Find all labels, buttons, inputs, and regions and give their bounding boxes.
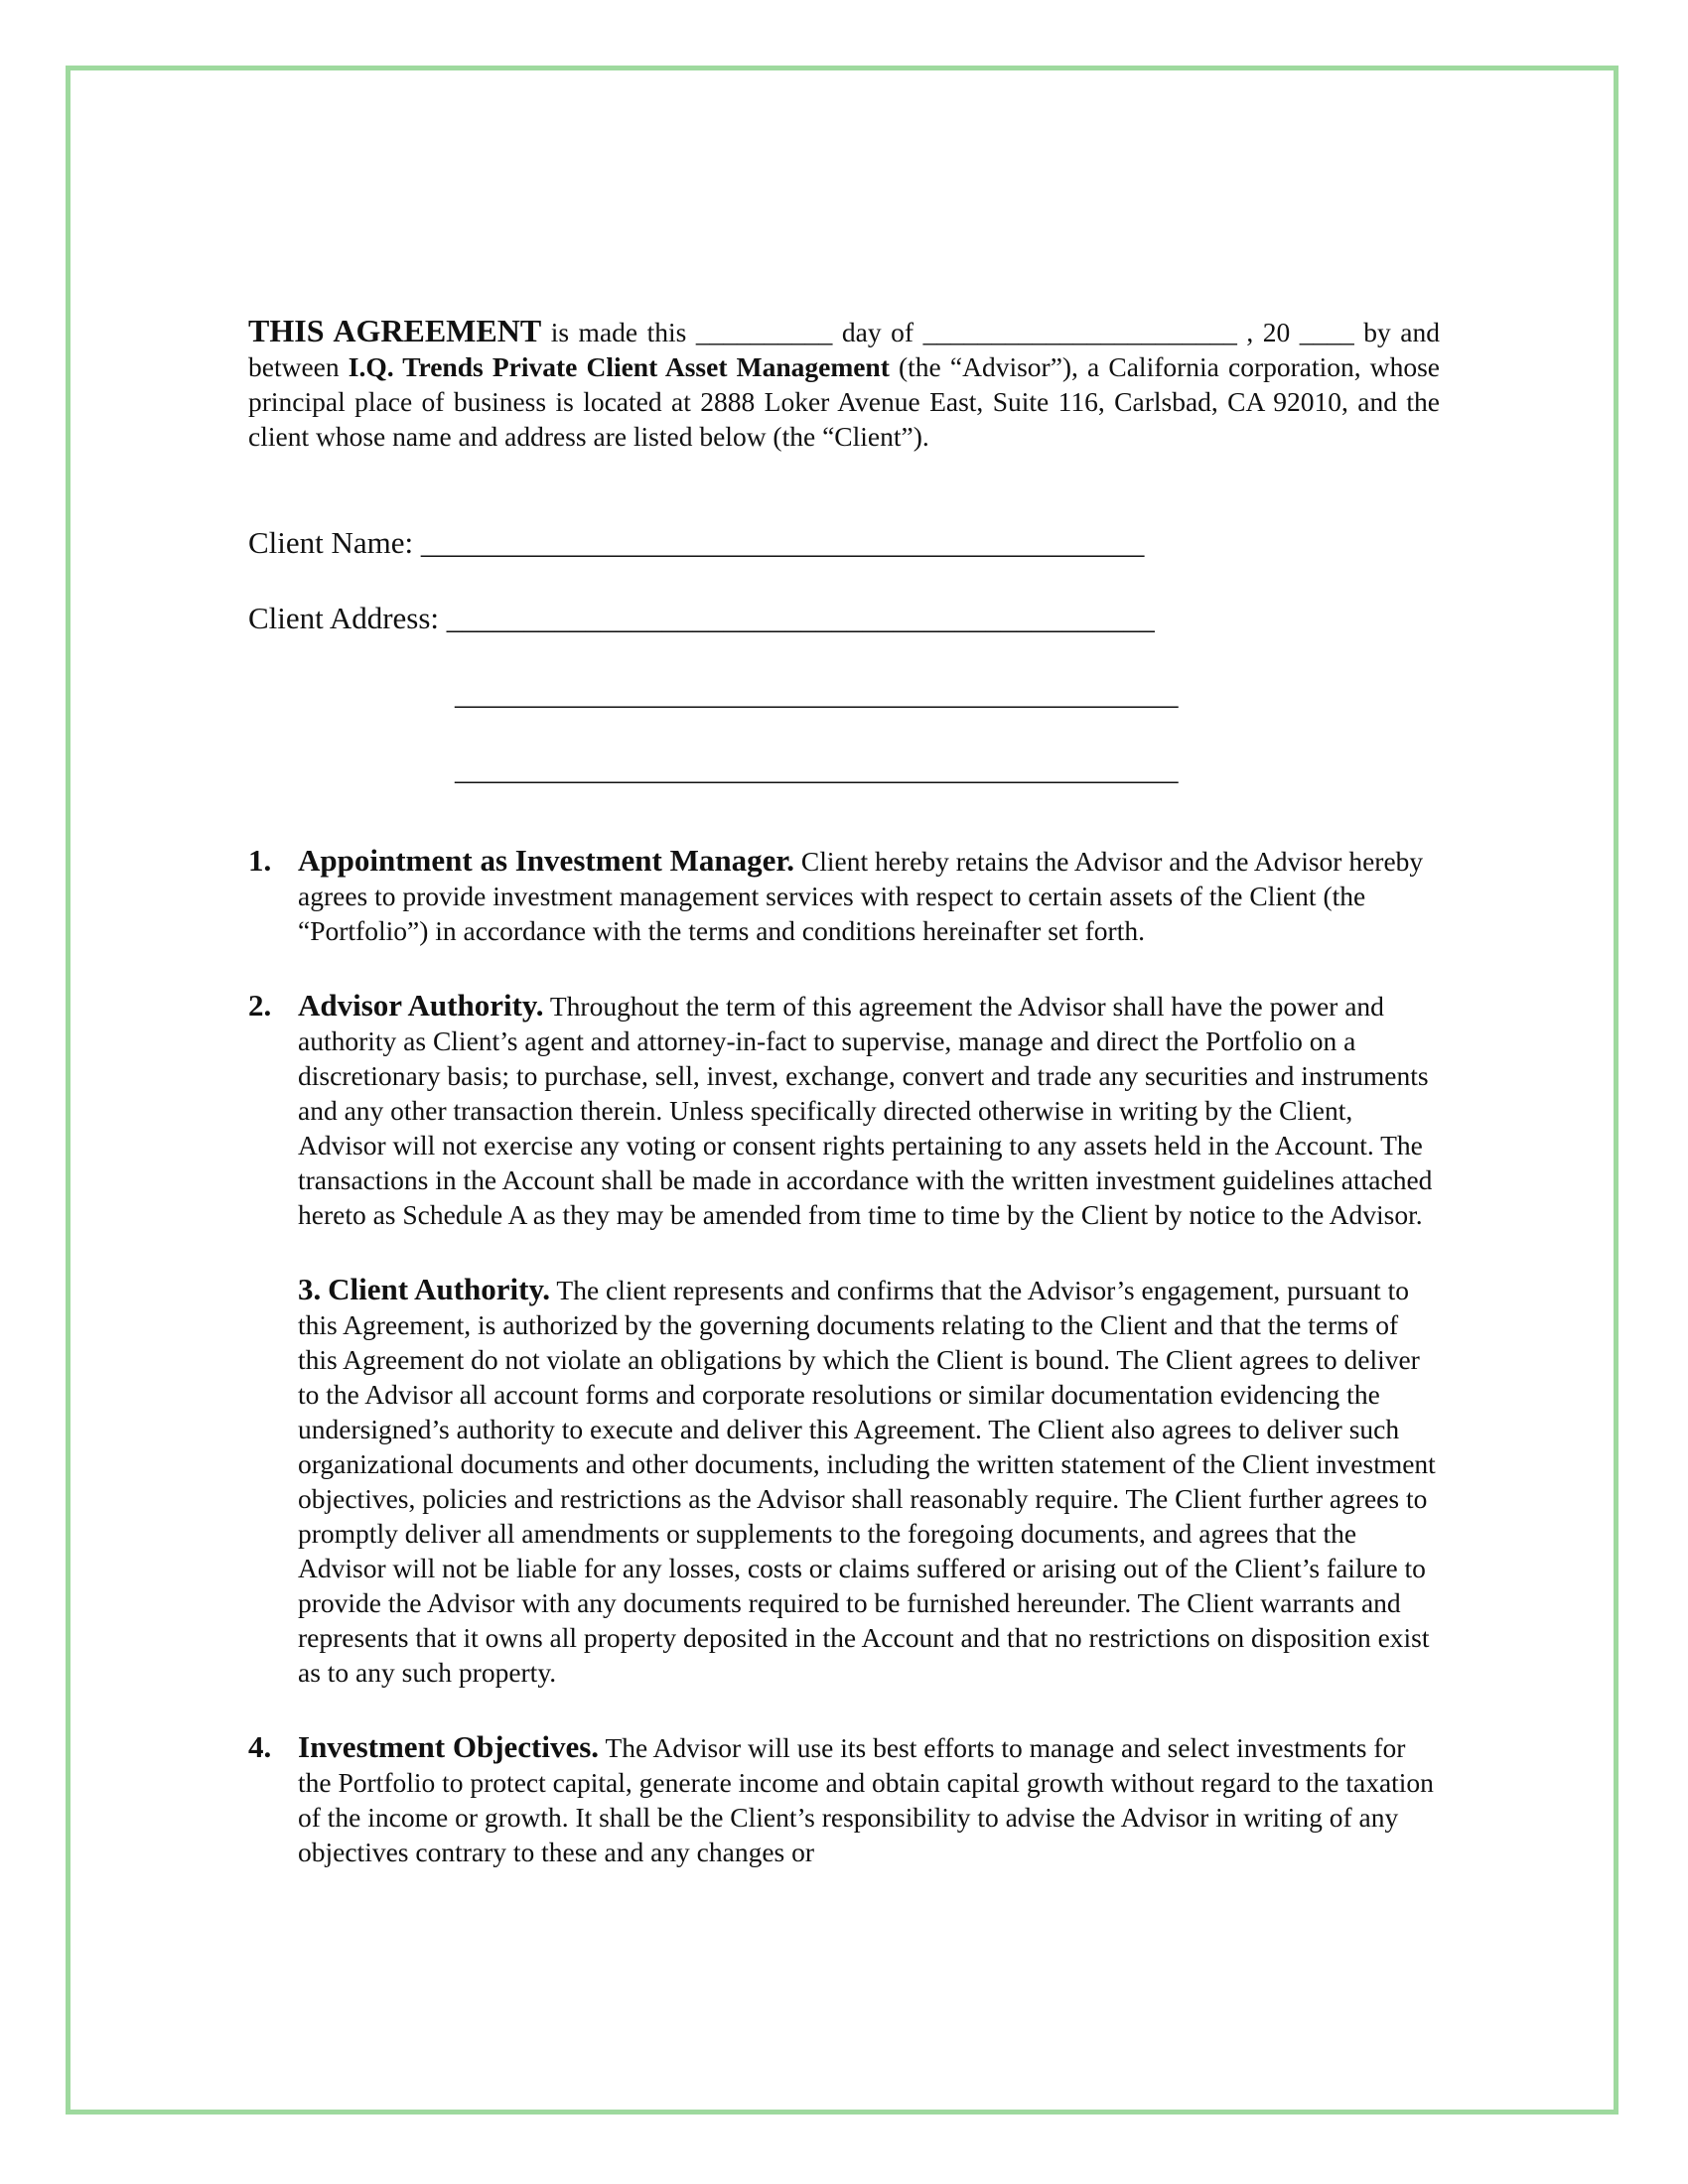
client-address-field-2[interactable]: _______________________________________________: [455, 676, 1179, 711]
section-heading: Client Authority.: [328, 1272, 551, 1306]
section-investment-objectives: [248, 1729, 1440, 1869]
section-number: 3.: [298, 1272, 322, 1306]
agreement-intro: [248, 314, 1440, 454]
client-name-field[interactable]: _______________________________________________: [420, 525, 1145, 560]
client-address-row: [248, 601, 1440, 676]
advisor-firm-name: I.Q. Trends Private Client Asset Management: [348, 351, 890, 382]
section-client-authority: [248, 1272, 1440, 1690]
client-name-row: [248, 525, 1440, 601]
section-heading: Investment Objectives.: [298, 1729, 600, 1764]
intro-text-2: (the “Advisor”), a California corporation, whose principal place of business is located at 2888 Loker Avenue East, Suite 116, Carlsbad, CA 92010, and the client whose name and address are listed below (the “Client”).: [248, 351, 1441, 452]
client-address-field[interactable]: ______________________________________________: [446, 601, 1155, 635]
section-paragraph: [298, 988, 1440, 1232]
client-address-row-2: [248, 676, 1440, 751]
section-paragraph: [298, 843, 1440, 948]
document-body: [248, 314, 1440, 1869]
intro-text-1: is made this __________ day of _______________________ , 20 ____ by and between: [248, 317, 1441, 382]
client-name-label: Client Name:: [248, 525, 414, 560]
client-address-row-3: [248, 751, 1440, 827]
client-info-block: [248, 525, 1440, 827]
section-paragraph: [298, 1272, 1440, 1690]
section-appointment: [248, 843, 1440, 948]
section-number: 2.: [248, 988, 272, 1023]
section-paragraph: [298, 1729, 1440, 1869]
section-body: The client represents and confirms that the Advisor’s engagement, pursuant to this Agreement, is authorized by the governing documents relating to the Client and that the terms of this Agreement do not violate an obligations by which the Client is bound. The Client agrees to deliver to the Advisor all account forms and corporate resolutions or similar documentation evidencing the undersigned’s authority to execute and deliver this Agreement. The Client also agrees to deliver such organizational documents and other documents, including the written statement of the Client investment objectives, policies and restrictions as the Advisor shall reasonably require. The Client further agrees to promptly deliver all amendments or supplements to the foregoing documents, and agrees that the Advisor will not be liable for any losses, costs or claims suffered or arising out of the Client’s failure to provide the Advisor with any documents required to be furnished hereunder. The Client warrants and represents that it owns all property deposited in the Account and that no restrictions on disposition exist as to any such property.: [298, 1275, 1436, 1688]
section-body: The Advisor will use its best efforts to manage and select investments for the Portfolio to protect capital, generate income and obtain capital growth without regard to the taxation of the income or growth. It shall be the Client’s responsibility to advise the Advisor in writing of any objectives contrary to these and any changes or: [298, 1732, 1434, 1867]
section-heading: Appointment as Investment Manager.: [298, 843, 795, 878]
agreement-lead: THIS AGREEMENT: [248, 313, 542, 348]
section-number: 4.: [248, 1729, 272, 1764]
client-address-label: Client Address:: [248, 601, 440, 635]
section-advisor-authority: [248, 988, 1440, 1232]
section-body: Client hereby retains the Advisor and the Advisor hereby agrees to provide investment management services with respect to certain assets of the Client (the “Portfolio”) in accordance with the terms and conditions hereinafter set forth.: [298, 846, 1424, 946]
section-body: Throughout the term of this agreement the Advisor shall have the power and authority as Client’s agent and attorney-in-fact to supervise, manage and direct the Portfolio on a discretionary basis; to purchase, sell, invest, exchange, convert and trade any securities and instruments and any other transaction therein. Unless specifically directed otherwise in writing by the Client, Advisor will not exercise any voting or consent rights pertaining to any assets held in the Account. The transactions in the Account shall be made in accordance with the written investment guidelines attached hereto as Schedule A as they may be amended from time to time by the Client by notice to the Advisor.: [298, 991, 1433, 1230]
client-address-field-3[interactable]: _______________________________________________: [455, 751, 1179, 786]
section-number: 1.: [248, 843, 272, 878]
section-heading: Advisor Authority.: [298, 988, 544, 1023]
